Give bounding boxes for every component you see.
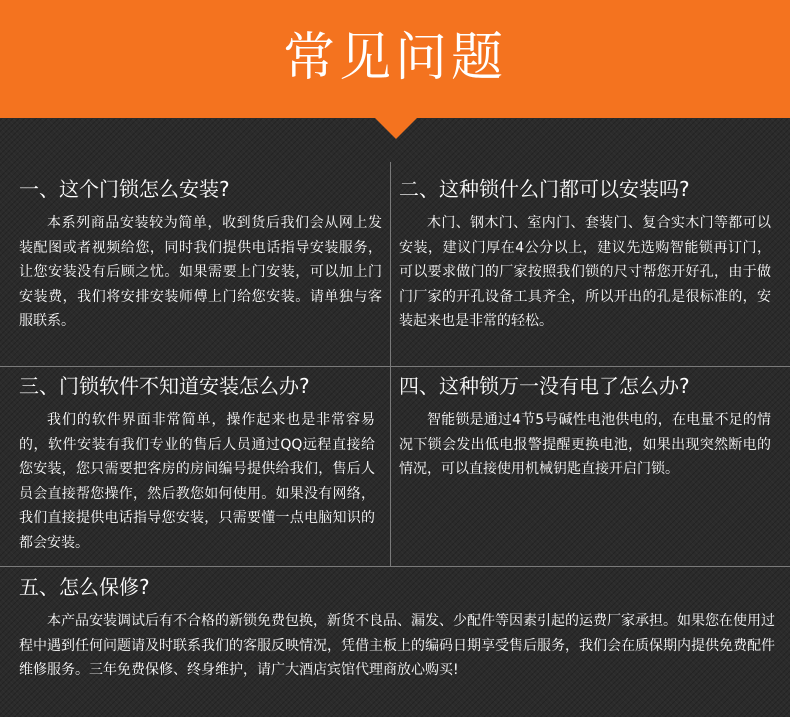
row-divider — [0, 366, 790, 367]
banner-pointer — [374, 117, 418, 139]
faq-answer: 本系列商品安装较为简单，收到货后我们会从网上发装配图或者视频给您，同时我们提供电话指导安装服务，让您安装没有后顾之忧。如果需要上门安装，可以加上门安装费，我们将安排安装师傅上门给您安装。请单独与客服联系。 — [19, 215, 382, 329]
faq-section-battery — [399, 372, 771, 482]
faq-answer: 木门、钢木门、室内门、套装门、复合实木门等都可以安装，建议门厚在4公分以上，建议先选购智能锁再订门，可以要求做门的厂家按照我们锁的尺寸帮您开好孔，由于做门厂家的开孔设备工具齐全，所以开出的孔是很标准的，安装起来也是非常的轻松。 — [399, 215, 771, 329]
faq-section-warranty — [19, 573, 775, 683]
faq-section-install — [19, 175, 382, 334]
faq-question: 五、怎么保修? — [19, 575, 150, 599]
faq-question: 三、门锁软件不知道安装怎么办? — [19, 374, 310, 398]
faq-section-software — [19, 372, 375, 555]
faq-question: 二、这种锁什么门都可以安装吗? — [399, 177, 690, 201]
faq-answer: 本产品安装调试后有不合格的新锁免费包换，新货不良品、漏发、少配件等因素引起的运费厂家承担。如果您在使用过程中遇到任何问题请及时联系我们的客服反映情况，凭借主板上的编码日期享受售后服务，我们会在质保期内提供免费配件维修服务。三年免费保修、终身维护，请广大酒店宾馆代理商放心购买! — [19, 613, 775, 678]
row-divider — [0, 566, 790, 567]
column-divider — [390, 162, 391, 566]
faq-question: 一、这个门锁怎么安装? — [19, 177, 230, 201]
page-title: 常见问题 — [282, 28, 507, 88]
faq-section-door-types — [399, 175, 771, 334]
faq-answer: 我们的软件界面非常简单，操作起来也是非常容易的，软件安装有我们专业的售后人员通过QQ远程直接给您安装，您只需要把客房的房间编号提供给我们，售后人员会直接帮您操作，然后教您如何使用。如果没有网络，我们直接提供电话指导您安装，只需要懂一点电脑知识的都会安装。 — [19, 412, 375, 551]
faq-question: 四、这种锁万一没有电了怎么办? — [399, 374, 690, 398]
faq-answer: 智能锁是通过4节5号碱性电池供电的，在电量不足的情况下锁会发出低电报警提醒更换电池，如果出现突然断电的情况，可以直接使用机械钥匙直接开启门锁。 — [399, 412, 771, 477]
